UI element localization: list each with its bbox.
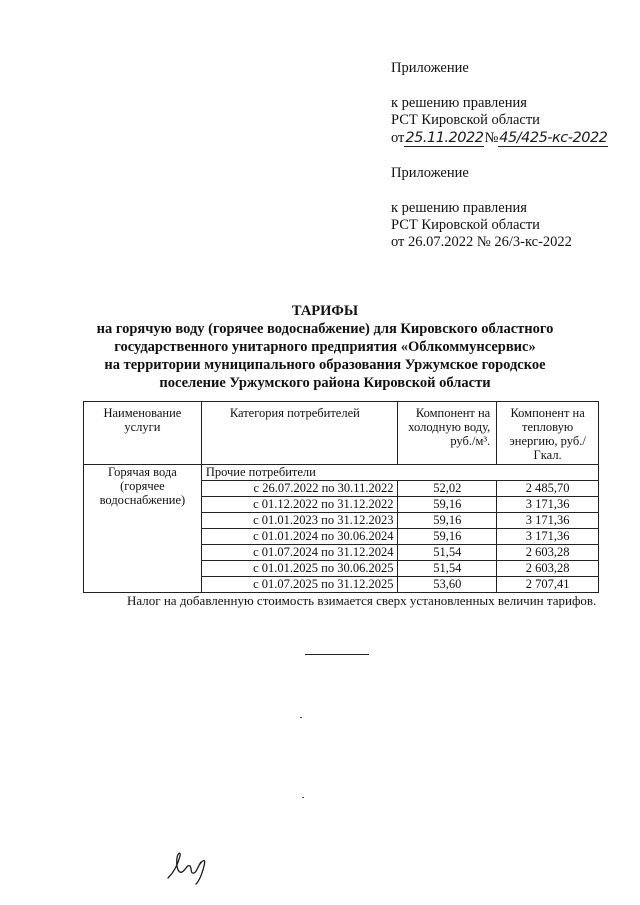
table-header-row (84, 402, 599, 465)
scan-speck (300, 717, 302, 718)
heat-energy-cell: 2 707,41 (497, 577, 599, 593)
header-cold-water: Компонент на холодную воду, руб./м³. (398, 402, 497, 465)
scan-speck (302, 797, 304, 798)
date-prefix: от (391, 130, 405, 146)
consumer-group-cell: Прочие потребители (201, 465, 598, 481)
heat-energy-cell: 3 171,36 (497, 513, 599, 529)
title-organization-line: государственного унитарного предприятия «Облкоммунсервис» (114, 339, 536, 355)
period-cell: с 01.07.2024 по 31.12.2024 (201, 545, 398, 561)
previous-appendix-decision-line: к решению правления (391, 200, 527, 216)
cold-water-cell: 59,16 (398, 497, 497, 513)
previous-appendix-date-line: от 26.07.2022 № 26/3-кс-2022 (391, 234, 572, 250)
vat-footnote: Налог на добавленную стоимость взимается сверх установленных величин тарифов. (127, 593, 597, 608)
previous-appendix-heading: Приложение (391, 165, 469, 181)
header-heat-energy: Компонент на тепловую энергию, руб./Гкал. (497, 402, 599, 465)
heat-energy-cell: 3 171,36 (497, 529, 599, 545)
period-cell: с 01.07.2025 по 31.12.2025 (201, 577, 398, 593)
title-subject-line: на горячую воду (горячее водоснабжение) для Кировского областного (96, 321, 554, 337)
document-title: ТАРИФЫ (291, 303, 359, 319)
previous-appendix-authority-line: РСТ Кировской области (391, 217, 540, 233)
heat-energy-cell: 2 485,70 (497, 481, 599, 497)
period-cell: с 01.01.2023 по 31.12.2023 (201, 513, 398, 529)
table-row-group (84, 465, 599, 481)
period-cell: с 26.07.2022 по 30.11.2022 (201, 481, 398, 497)
period-cell: с 01.01.2024 по 30.06.2024 (201, 529, 398, 545)
handwritten-number: 45/425-кс-2022 (499, 130, 608, 146)
cold-water-cell: 53,60 (398, 577, 497, 593)
tariff-table (83, 401, 599, 593)
cold-water-cell: 59,16 (398, 529, 497, 545)
cold-water-cell: 51,54 (398, 561, 497, 577)
cold-water-cell: 52,02 (398, 481, 497, 497)
number-sign: № (484, 130, 499, 146)
handwritten-date: 25.11.2022 (405, 130, 484, 146)
signature-mark (166, 846, 216, 886)
heat-energy-cell: 2 603,28 (497, 561, 599, 577)
period-cell: с 01.12.2022 по 31.12.2022 (201, 497, 398, 513)
service-name-cell: Горячая вода (горячее водоснабжение) (84, 465, 202, 593)
appendix-date-line (391, 130, 608, 147)
heat-energy-cell: 3 171,36 (497, 497, 599, 513)
appendix-authority-line: РСТ Кировской области (391, 112, 540, 128)
cold-water-cell: 59,16 (398, 513, 497, 529)
heat-energy-cell: 2 603,28 (497, 545, 599, 561)
closing-divider (305, 654, 369, 655)
period-cell: с 01.01.2025 по 30.06.2025 (201, 561, 398, 577)
appendix-heading: Приложение (391, 60, 469, 76)
title-district-line: поселение Уржумского района Кировской области (159, 375, 491, 391)
header-category: Категория потребителей (201, 402, 398, 465)
title-territory-line: на территории муниципального образования Уржумское городское (104, 357, 546, 373)
appendix-decision-line: к решению правления (391, 95, 527, 111)
header-service: Наименование услуги (84, 402, 202, 465)
cold-water-cell: 51,54 (398, 545, 497, 561)
